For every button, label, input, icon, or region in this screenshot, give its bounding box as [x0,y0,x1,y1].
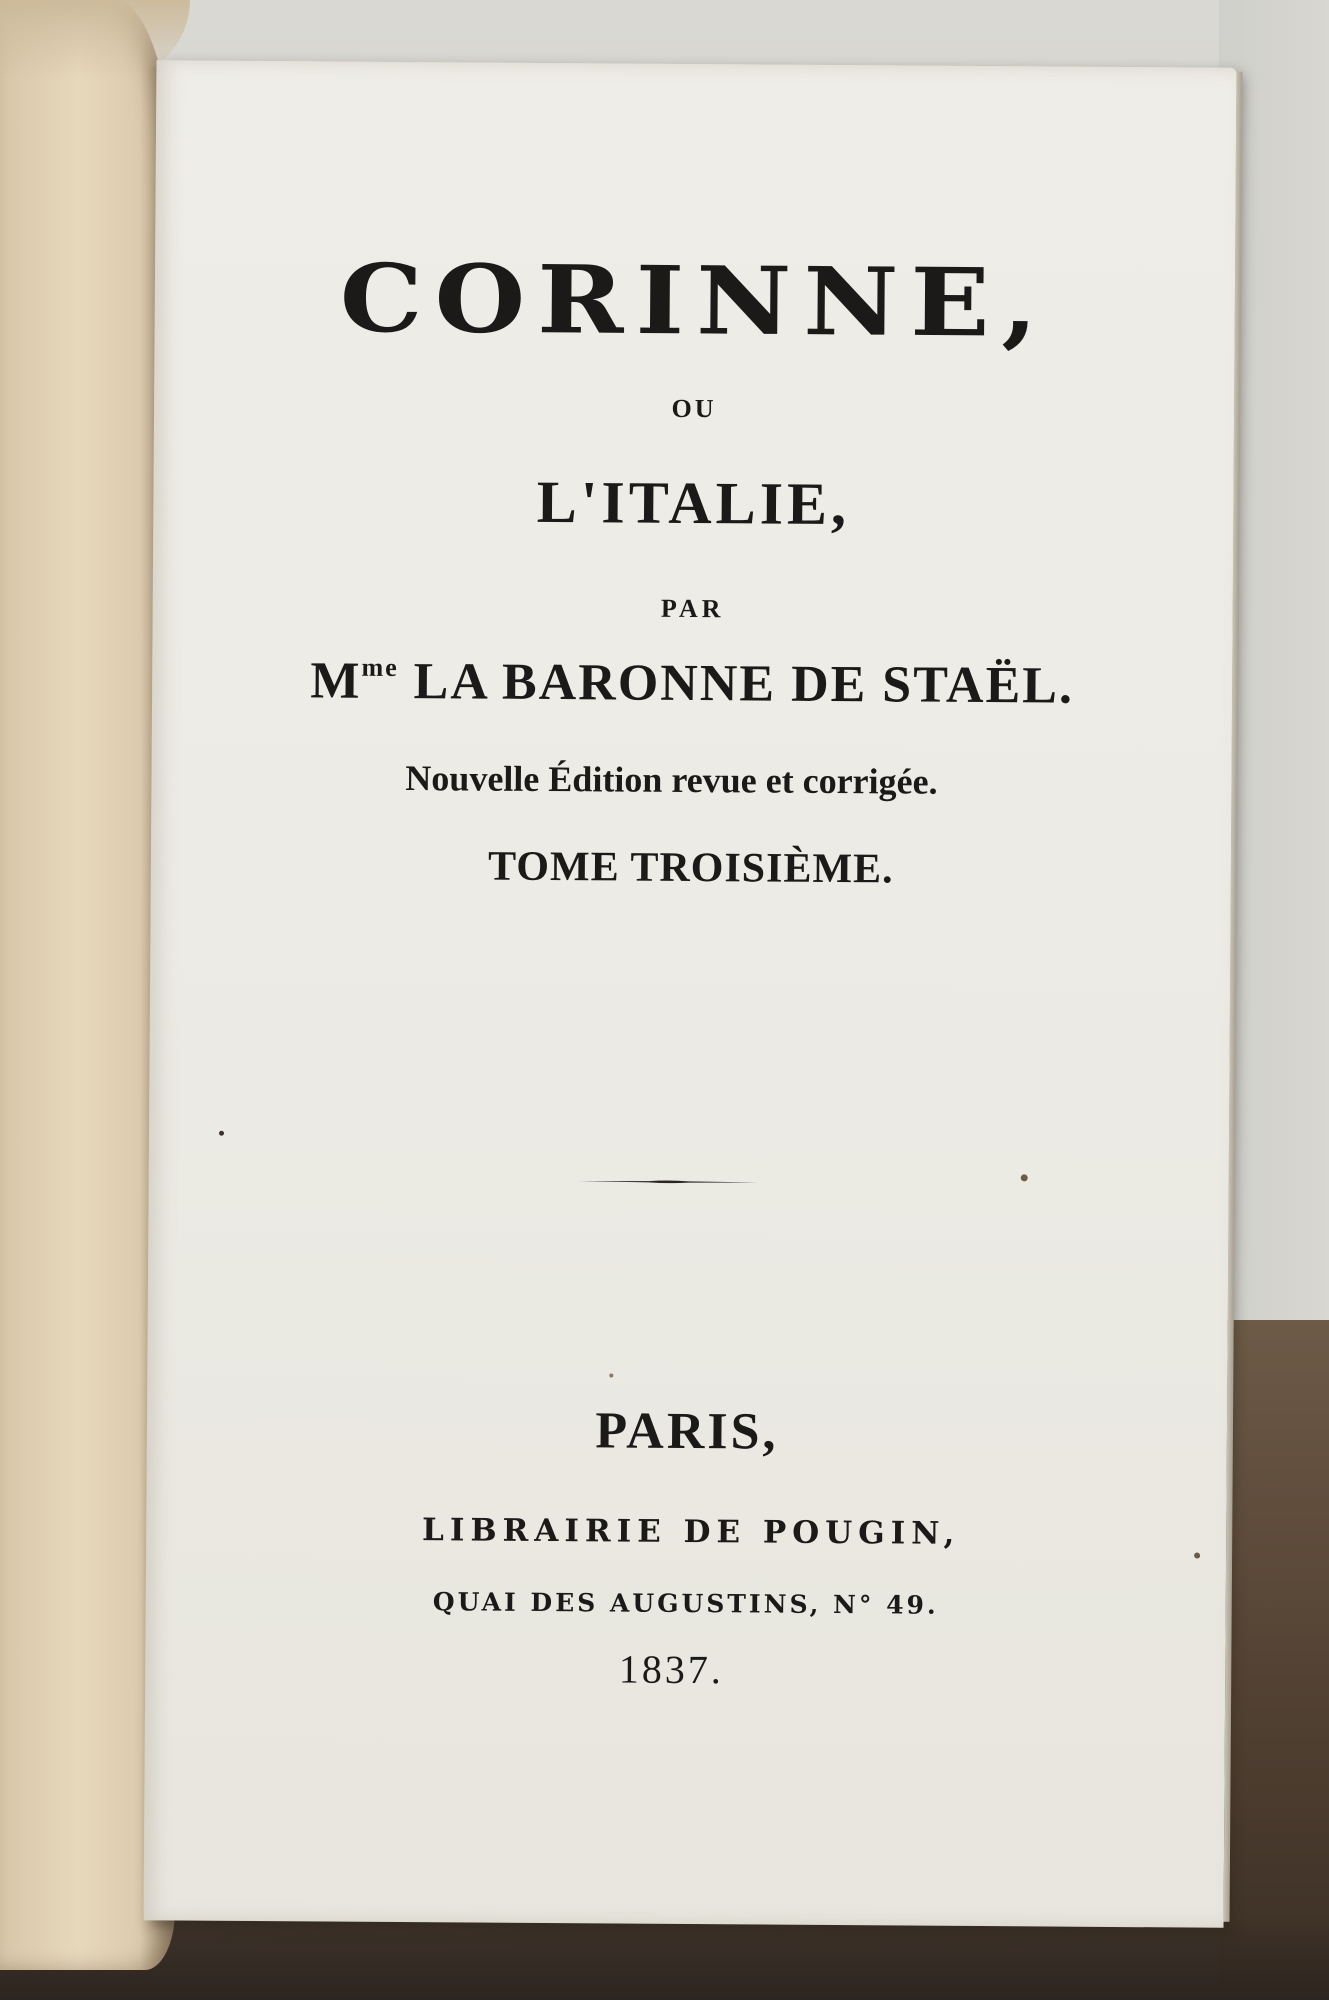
title-page [144,60,1237,1927]
table-shadow [0,1920,1329,2000]
foxing-spot [609,1373,613,1377]
foxing-spot [1194,1553,1200,1559]
imprint-publisher: LIBRAIRIE DE POUGIN, [421,1512,961,1552]
book-title: CORINNE, [339,242,1051,359]
foxing-spot [1021,1174,1028,1181]
volume-label: TOME TROISIÈME. [487,843,894,893]
imprint-year: 1837. [618,1646,724,1693]
ornamental-rule [579,1179,759,1184]
by-label: PAR [660,593,725,624]
imprint-city: PARIS, [595,1402,779,1461]
wooden-table [1219,1320,1329,2000]
author-line [152,650,1232,717]
author-name: LA BARONNE DE STAËL. [413,653,1075,715]
author-prefix-superscript: me [361,652,399,682]
author-prefix: M [310,652,362,710]
foxing-spot [219,1131,224,1136]
edition-note: Nouvelle Édition revue et corrigée. [405,758,938,802]
conjunction-ou: OU [671,393,717,424]
imprint-address: QUAI DES AUGUSTINS, N° 49. [432,1587,939,1620]
book-subtitle: L'ITALIE, [536,468,851,538]
